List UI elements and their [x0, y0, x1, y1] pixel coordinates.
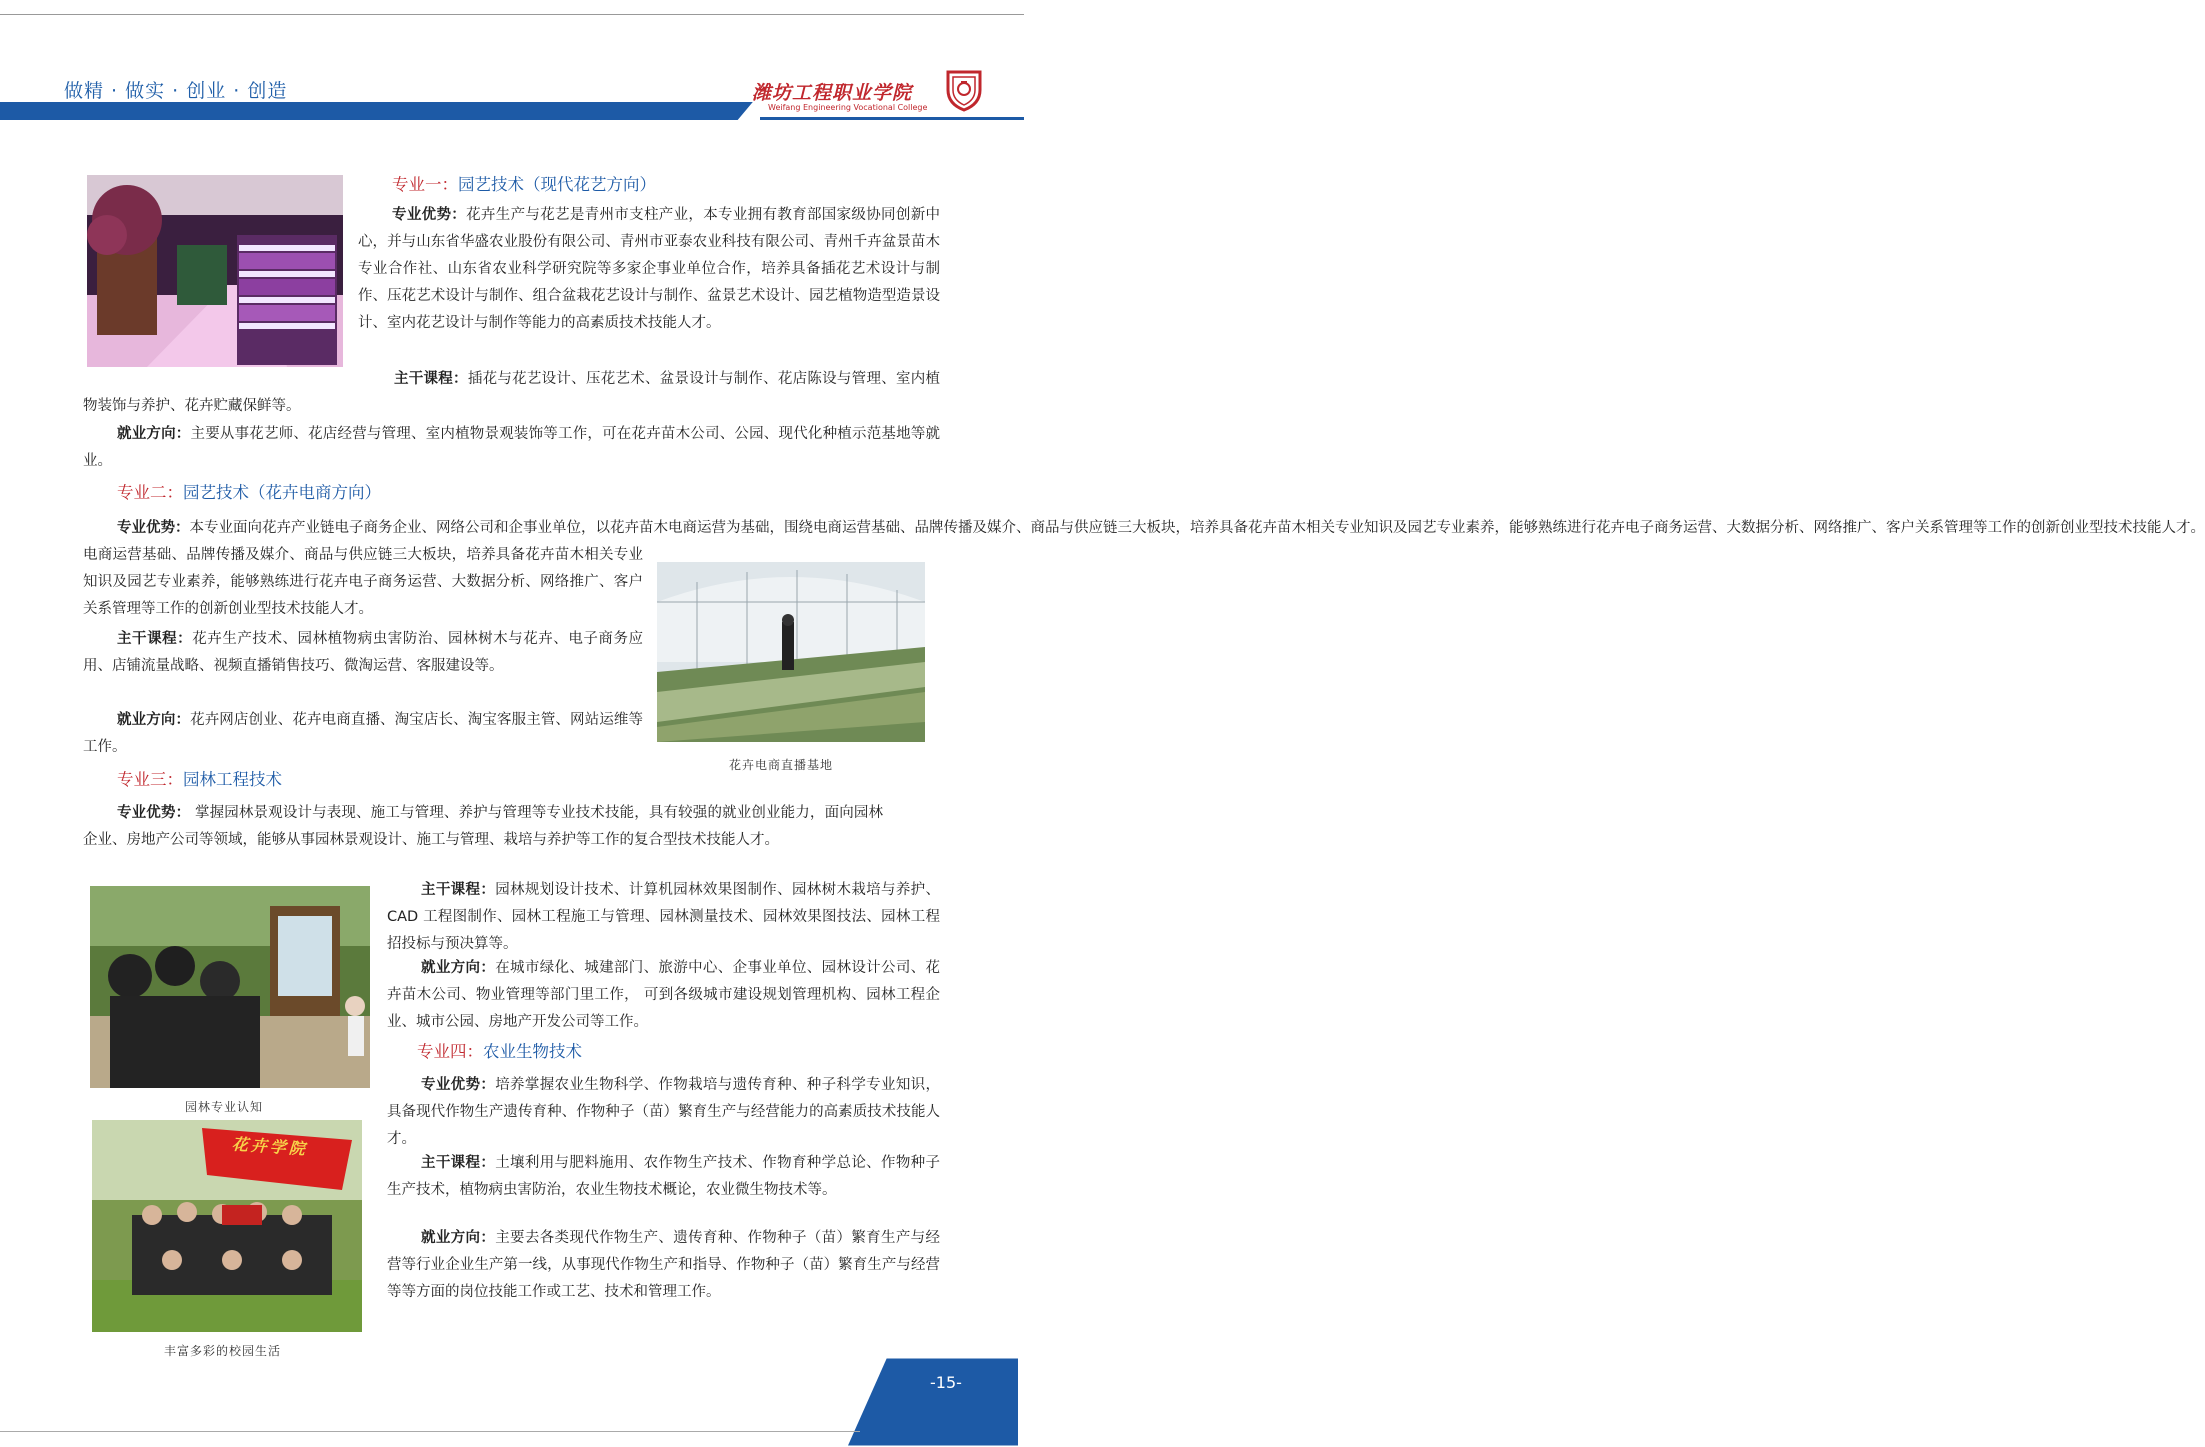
section4-job-label: 就业方向： — [421, 1230, 496, 1246]
section3-title-prefix: 专业三： — [117, 770, 183, 789]
section4-adv-text: 培养掌握农业生物科学、作物栽培与遗传育种、种子科学专业知识，具备现代作物生产遗传育种、作物种子（苗）繁育生产与经营能力的高素质技术技能人才。 — [387, 1077, 941, 1147]
campus-life-caption: 丰富多彩的校园生活 — [164, 1344, 282, 1358]
section4-job-text: 主要去各类现代作物生产、遗传育种、作物种子（苗）繁育生产与经营等行业企业生产第一线，从事现代作物生产和指导、作物种子（苗）繁育生产与经营等等方面的岗位技能工作或工艺、技术和管理工作。 — [387, 1230, 941, 1300]
greenhouse-photo — [657, 562, 925, 742]
section4-advantage — [387, 1072, 940, 1153]
campus-banner-text: 花卉学院 — [231, 1134, 309, 1159]
section2-advantage-cont: 电商运营基础、品牌传播及媒介、商品与供应链三大板块，培养具备花卉苗木相关专业知识及园艺专业素养，能够熟练进行花卉电子商务运营、大数据分析、网络推广、客户关系管理等工作的创新创业型技术技能人才。 — [83, 547, 643, 617]
section3-title — [117, 768, 282, 792]
top-rule — [0, 14, 1024, 15]
section3-job — [387, 955, 940, 1036]
section3-course — [387, 877, 940, 958]
section3-job-label: 就业方向： — [421, 960, 496, 976]
section1-adv-label: 专业优势： — [392, 207, 467, 223]
section2-course-label: 主干课程： — [117, 631, 193, 647]
section1-advantage — [358, 202, 940, 337]
section4-adv-label: 专业优势： — [421, 1077, 496, 1093]
footer-corner-shape — [848, 1357, 1018, 1447]
section4-title-prefix: 专业四： — [417, 1042, 483, 1061]
section1-job — [83, 421, 940, 475]
section3-advantage — [83, 800, 883, 854]
section4-title — [417, 1040, 582, 1064]
section1-course-text: 插花与花艺设计、压花艺术、盆景设计与制作、花店陈设与管理、室内植物装饰与养护、花卉贮藏保鲜等。 — [83, 371, 941, 414]
flower-shop-photo — [87, 175, 343, 367]
section1-title-prefix: 专业一： — [392, 175, 458, 194]
section1-title-text: 园艺技术（现代花艺方向） — [458, 175, 656, 194]
section1-adv-text: 花卉生产与花艺是青州市支柱产业，本专业拥有教育部国家级协同创新中心，并与山东省华盛农业股份有限公司、青州市亚泰农业科技有限公司、青州千卉盆景苗木专业合作社、山东省农业科学研究院等多家企事业单位合作，培养具备插花艺术设计与制作、压花艺术设计与制作、组合盆栽花艺设计与制作、盆景艺术设计、园艺植物造型造景设计、室内花艺设计与制作等能力的高素质技术技能人才。 — [358, 207, 941, 331]
section3-course-label: 主干课程： — [421, 882, 496, 898]
college-name-en: Weifang Engineering Vocational College — [768, 103, 928, 112]
section2-job — [83, 707, 643, 761]
header-bar-thin — [760, 117, 1024, 120]
header-slogan: 做精 · 做实 · 创业 · 创造 — [64, 80, 288, 102]
section4-course-label: 主干课程： — [421, 1155, 496, 1171]
section1-title — [392, 173, 656, 197]
section2-title-text: 园艺技术（花卉电商方向） — [183, 483, 381, 502]
section2-title-prefix: 专业二： — [117, 483, 183, 502]
page-number: -15- — [930, 1373, 962, 1392]
greenhouse-caption: 花卉电商直播基地 — [729, 758, 834, 772]
section4-course-text: 土壤利用与肥料施用、农作物生产技术、作物育种学总论、作物种子生产技术，植物病虫害防治，农业生物技术概论，农业微生物技术等。 — [387, 1155, 941, 1198]
campus-life-photo — [92, 1120, 362, 1332]
section1-job-text: 主要从事花艺师、花店经营与管理、室内植物景观装饰等工作，可在花卉苗木公司、公园、现代化种植示范基地等就业。 — [83, 426, 940, 469]
section1-course — [83, 366, 940, 420]
section2-course-text: 花卉生产技术、园林植物病虫害防治、园林树木与花卉、电子商务应用、店铺流量战略、视频直播销售技巧、微淘运营、客服建设等。 — [83, 631, 644, 674]
section2-job-label: 就业方向： — [117, 712, 191, 728]
section3-course-text: 园林规划设计技术、计算机园林效果图制作、园林树木栽培与养护、CAD 工程图制作、园林工程施工与管理、园林测量技术、园林效果图技法、园林工程招投标与预决算等。 — [387, 882, 941, 952]
section3-job-text: 在城市绿化、城建部门、旅游中心、企事业单位、园林设计公司、花卉苗木公司、物业管理等部门里工作， 可到各级城市建设规划管理机构、园林工程企业、城市公园、房地产开发公司等工作。 — [387, 960, 941, 1030]
section4-course — [387, 1150, 940, 1204]
college-name-cn: 潍坊工程职业学院 — [752, 82, 913, 104]
section3-title-text: 园林工程技术 — [183, 770, 282, 789]
section3-adv-text: 掌握园林景观设计与表现、施工与管理、养护与管理等专业技术技能，具有较强的就业创业能力，面向园林企业、房地产公司等领域，能够从事园林景观设计、施工与管理、栽培与养护等工作的复合型技术技能人才。 — [83, 805, 884, 848]
section2-adv-label: 专业优势： — [117, 520, 190, 536]
landscape-study-caption: 园林专业认知 — [185, 1100, 264, 1114]
section2-job-text: 花卉网店创业、花卉电商直播、淘宝店长、淘宝客服主管、网站运维等工作。 — [83, 712, 644, 755]
section2-advantage-line1 — [83, 515, 2205, 542]
section1-course-label: 主干课程： — [394, 371, 468, 387]
section4-title-text: 农业生物技术 — [483, 1042, 582, 1061]
college-emblem-icon — [944, 68, 984, 112]
landscape-study-photo — [90, 886, 370, 1088]
section1-job-label: 就业方向： — [117, 426, 191, 442]
section2-adv-text: 本专业面向花卉产业链电子商务企业、网络公司和企事业单位，以花卉苗木电商运营为基础，围绕电商运营基础、品牌传播及媒介、商品与供应链三大板块，培养具备花卉苗木相关专业知识及园艺专业素养，能够熟练进行花卉电子商务运营、大数据分析、网络推广、客户关系管理等工作的创新创业型技术技能人才。 — [189, 520, 2205, 536]
section2-title — [117, 481, 381, 505]
section2-course — [83, 626, 643, 680]
bottom-rule — [0, 1431, 860, 1432]
section4-job — [387, 1225, 940, 1306]
section3-adv-label: 专业优势： — [117, 805, 191, 821]
